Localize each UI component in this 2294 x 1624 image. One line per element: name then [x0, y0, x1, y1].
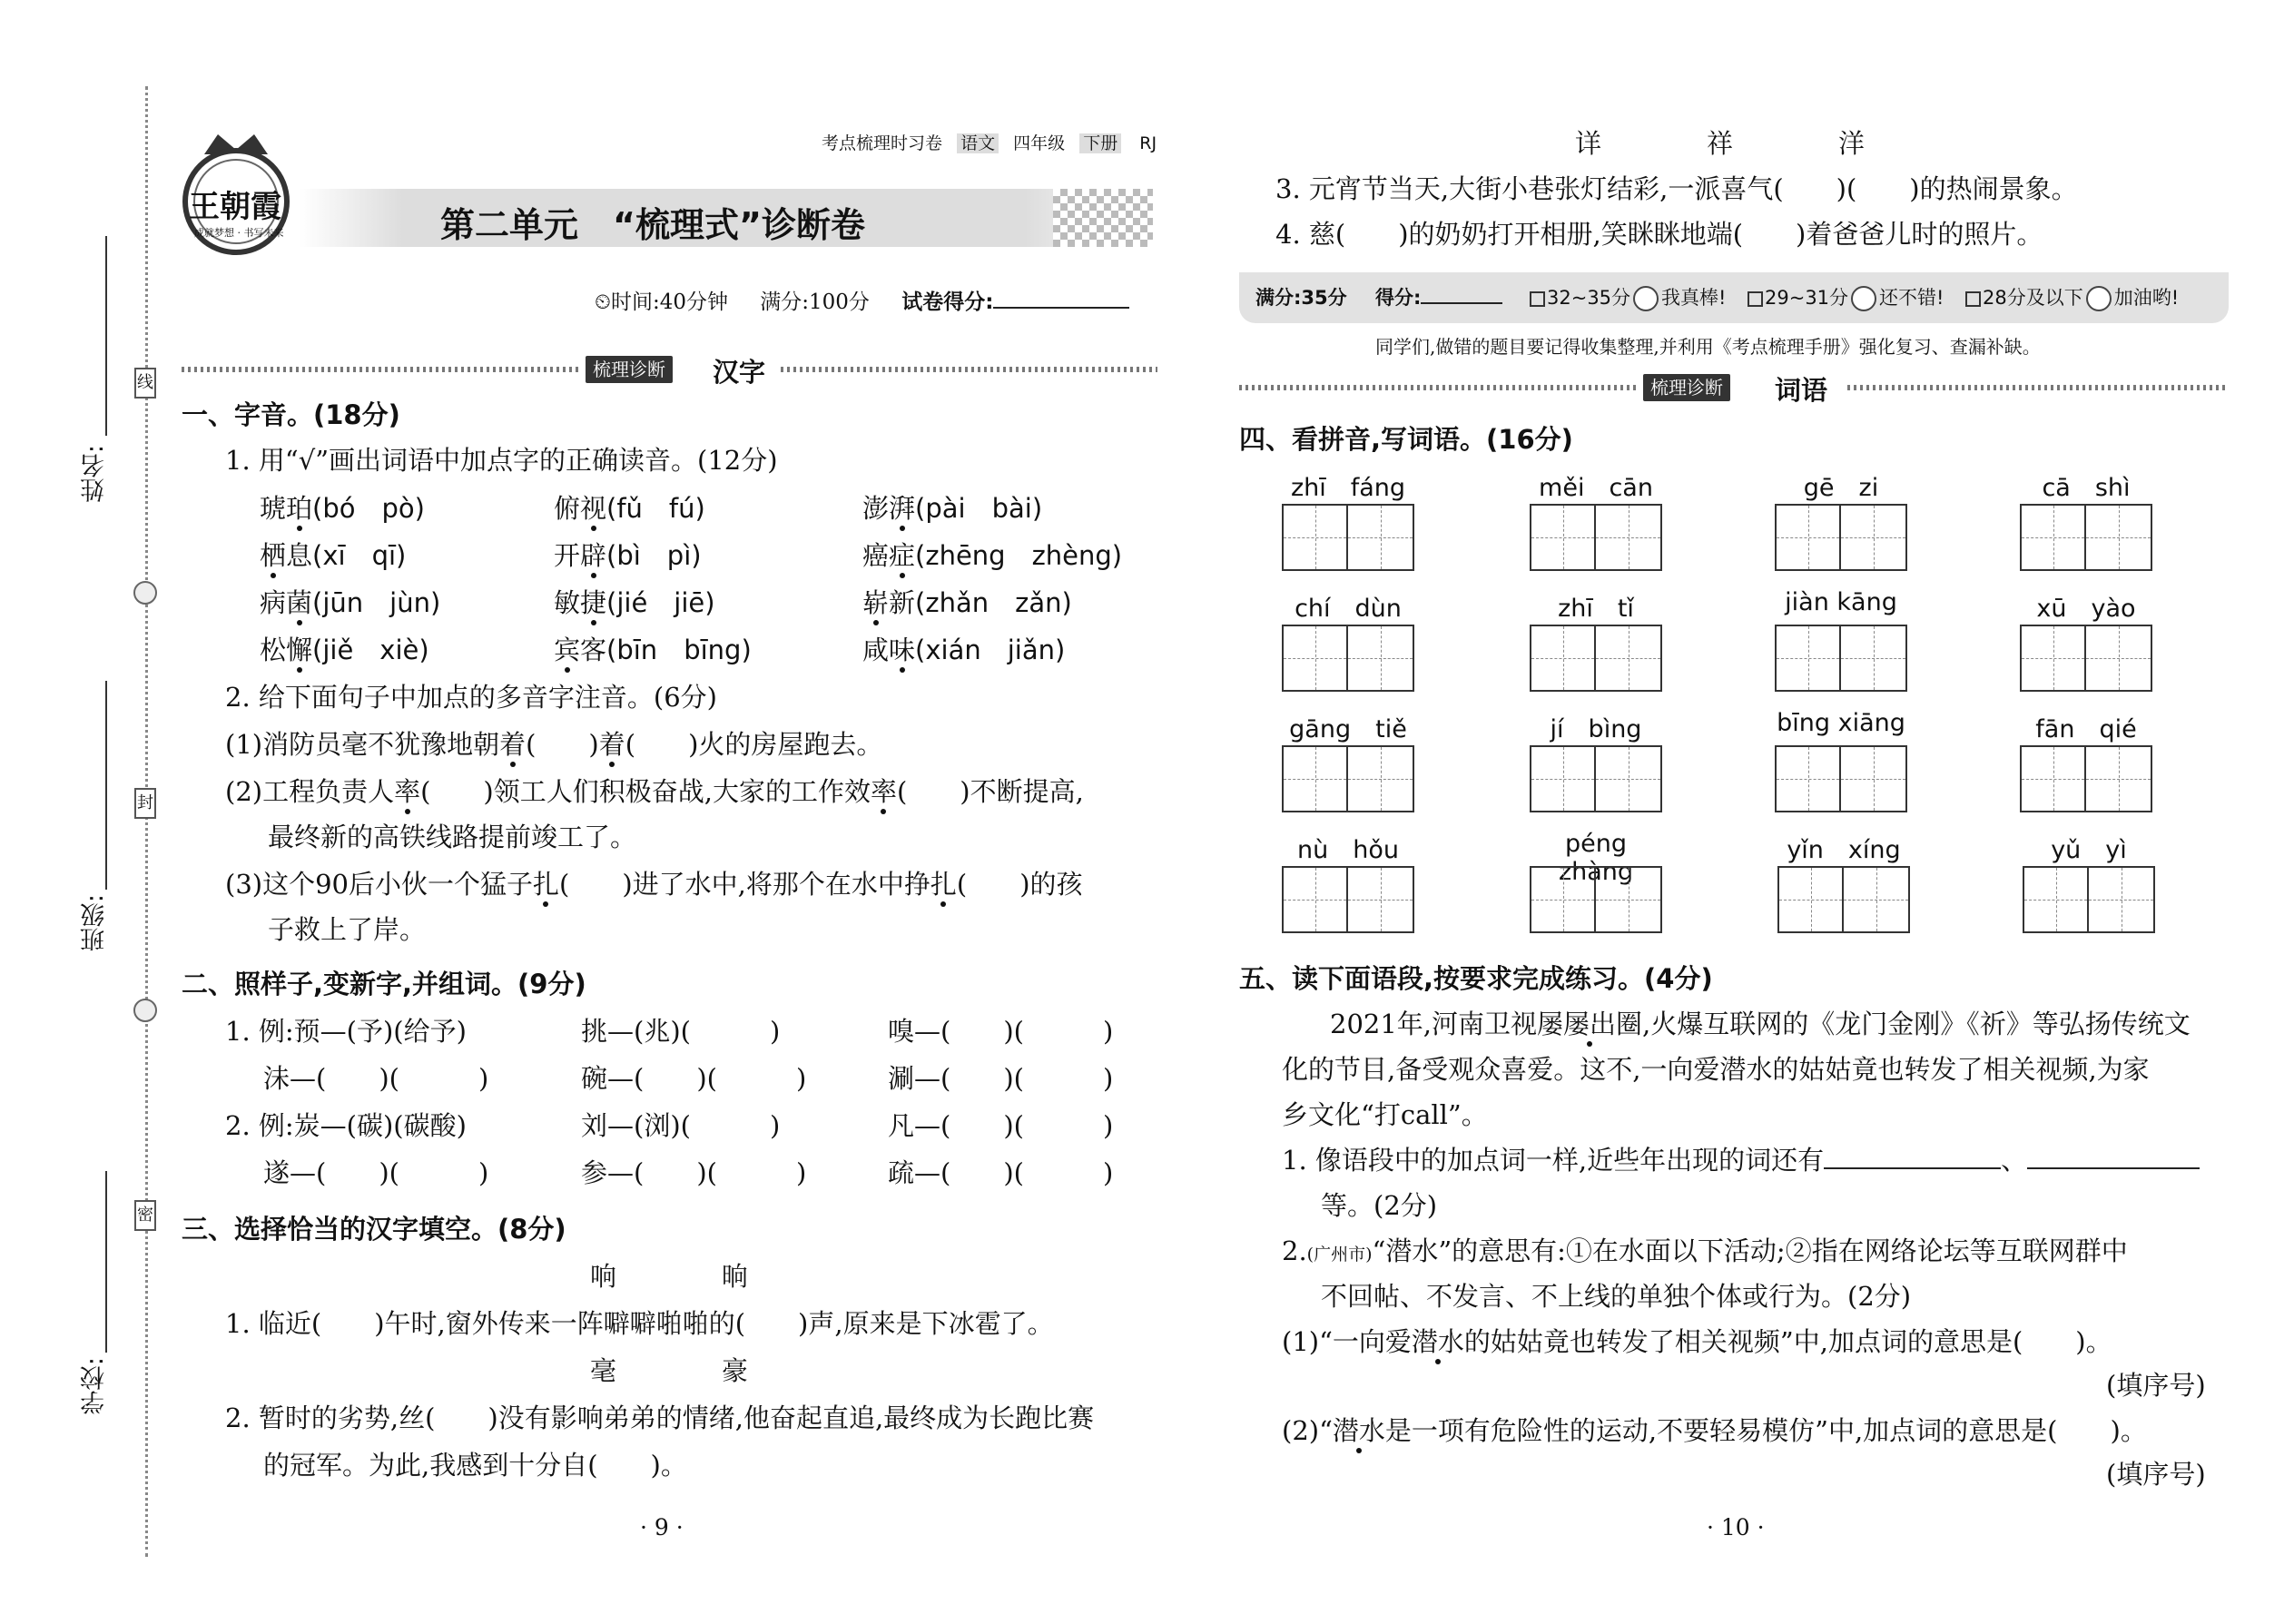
pinyin-label: yǐn xíng [1787, 836, 1901, 864]
smile-face-icon [1633, 286, 1659, 311]
dotted-rule [182, 367, 581, 372]
score-full: 满分:35分 [1255, 287, 1347, 309]
q5-1-cont: 等。(2分) [1321, 1190, 1438, 1221]
checkbox[interactable] [1965, 291, 1981, 307]
flower-ornament-icon [133, 999, 157, 1022]
pinyin-label: zhī fáng [1290, 474, 1406, 502]
school-label: 学校: [81, 1357, 109, 1415]
q5-heading: 五、读下面语段,按要求完成练习。(4分) [1239, 963, 1713, 994]
pinyin-label: gāng tiě [1289, 715, 1407, 743]
series-name: 考点梳理时习卷 [822, 133, 943, 153]
sentence-1[interactable]: (1)消防员毫不犹豫地朝着( )着( )火的房屋跑去。 [225, 726, 882, 763]
section-badge: 梳理诊断 [586, 356, 673, 383]
q2-item[interactable]: 沬—( )( ) [263, 1063, 489, 1094]
score-got-input[interactable] [1421, 302, 1502, 304]
grade: 四年级 [1013, 133, 1066, 153]
fill-number-note: (填序号) [2106, 1370, 2206, 1401]
q2-item[interactable]: 疏—( )( ) [888, 1157, 1114, 1188]
writing-grid[interactable] [1282, 504, 1414, 571]
pinyin-item[interactable]: 开辟(bì pì) [554, 537, 702, 574]
q3-options-2: 毫 豪 [590, 1355, 749, 1386]
answer-blank[interactable] [1824, 1142, 2001, 1169]
q2-item[interactable]: 刘—(浏)( ) [581, 1110, 781, 1141]
writing-grid[interactable] [1530, 625, 1662, 692]
pinyin-item[interactable]: 癌症(zhēng zhèng) [862, 537, 1122, 574]
sentence-3-cont: 子救上了岸。 [268, 914, 427, 945]
pinyin-item[interactable]: 琥珀(bó pò) [260, 490, 425, 527]
edition: RJ [1139, 133, 1157, 153]
cheer-face-icon [2086, 286, 2112, 311]
flower-ornament-icon [133, 581, 157, 605]
pinyin-label: bīng xiāng [1777, 709, 1905, 737]
passage-line-2: 化的节目,备受观众喜爱。这不,一向爱潜水的姑姑竟也转发了相关视频,为家 [1282, 1054, 2150, 1085]
pinyin-label: xū yào [2036, 595, 2136, 623]
score-label: 试卷得分: [901, 290, 994, 314]
writing-grid[interactable] [1775, 625, 1907, 692]
pinyin-item[interactable]: 病菌(jūn jùn) [260, 585, 440, 621]
brand-logo [172, 127, 300, 263]
q5-2-sub1[interactable]: (1)“一向爱潜水的姑姑竟也转发了相关视频”中,加点词的意思是( )。 [1282, 1324, 2112, 1360]
pinyin-label: zhī tǐ [1558, 595, 1634, 623]
tag-feng: 封 [134, 788, 156, 819]
q5-2-sub2[interactable]: (2)“潜水是一项有危险性的运动,不要轻易模仿”中,加点词的意思是( )。 [1282, 1412, 2147, 1449]
dotted-rule [781, 367, 1157, 372]
full-score: 满分:100分 [760, 290, 870, 314]
pinyin-label: gē zi [1803, 474, 1879, 502]
pinyin-item[interactable]: 敏捷(jié jiē) [554, 585, 715, 621]
q2-item[interactable]: 涮—( )( ) [888, 1063, 1114, 1094]
q2-item[interactable]: 2. 例:炭—(碳)(碳酸) [225, 1110, 467, 1141]
pinyin-item[interactable]: 俯视(fǔ fú) [554, 490, 705, 527]
pinyin-label: cā shì [2042, 474, 2131, 502]
clock-icon: ⏲ [595, 290, 611, 314]
subject: 语文 [957, 133, 999, 153]
name-fill-line [105, 236, 107, 436]
smile-face-icon [1851, 286, 1876, 311]
writing-grid[interactable] [1777, 866, 1910, 933]
pinyin-label: péng zhàng [1558, 830, 1634, 886]
brand-name: 王朝霞 [189, 189, 281, 225]
writing-grid[interactable] [1530, 745, 1662, 812]
review-tip: 同学们,做错的题目要记得收集整理,并利用《考点梳理手册》强化复习、查漏补缺。 [1375, 336, 2041, 358]
pinyin-label: jí bìng [1550, 715, 1642, 743]
writing-grid[interactable] [1530, 866, 1662, 933]
q3-heading: 三、选择恰当的汉字填空。(8分) [182, 1214, 566, 1245]
score-range-c: 28分及以下 [1983, 287, 2083, 309]
pinyin-item[interactable]: 栖息(xī qī) [260, 537, 406, 574]
q3-sentence-2[interactable]: 2. 暂时的劣势,丝( )没有影响弟弟的情绪,他奋起直追,最终成为长跑比赛 [225, 1403, 1095, 1433]
score-input[interactable] [993, 307, 1129, 309]
name-label: 姓名: [81, 445, 109, 503]
pinyin-item[interactable]: 崭新(zhǎn zǎn) [862, 585, 1072, 621]
pinyin-label: jiàn kāng [1785, 588, 1897, 616]
writing-grid[interactable] [1775, 504, 1907, 571]
score-comment-a: 我真棒! [1661, 287, 1727, 309]
q2-item[interactable]: 嗅—( )( ) [888, 1016, 1114, 1047]
q1-heading: 一、字音。(18分) [182, 399, 400, 430]
passage-line-3: 乡文化“打call”。 [1282, 1099, 1488, 1130]
q2-heading: 二、照样子,变新字,并组词。(9分) [182, 969, 586, 999]
page-number-left: · 9 · [640, 1514, 684, 1540]
brand-subtitle: 成就梦想 · 书写未来 [194, 227, 284, 239]
sentence-3[interactable]: (3)这个90后小伙一个猛子扎( )进了水中,将那个在水中挣扎( )的孩 [225, 866, 1083, 902]
q5-2: 2.(广州市)“潜水”的意思有:①在水面以下活动;②指在网络论坛等互联网群中 [1282, 1235, 2128, 1266]
score-range-b: 29~31分 [1765, 287, 1849, 309]
score-comment-c: 加油哟! [2113, 287, 2180, 309]
writing-grid[interactable] [1775, 745, 1907, 812]
section-badge: 梳理诊断 [1643, 374, 1730, 401]
q3-options-1: 响 晌 [590, 1261, 749, 1292]
dotted-rule [1847, 385, 2229, 390]
q1-2-instruction: 2. 给下面句子中加点的多音字注音。(6分) [225, 682, 717, 713]
section-title: 汉字 [713, 357, 766, 388]
tag-xian: 线 [134, 368, 156, 399]
writing-grid[interactable] [2020, 745, 2152, 812]
q4-heading: 四、看拼音,写词语。(16分) [1239, 424, 1573, 455]
pinyin-label: chí dùn [1295, 595, 1402, 623]
q3-sentence-1[interactable]: 1. 临近( )午时,窗外传来一阵噼噼啪啪的( )声,原来是下冰雹了。 [225, 1308, 1054, 1339]
q2-item[interactable]: 凡—( )( ) [888, 1110, 1114, 1141]
school-fill-line [105, 1171, 107, 1353]
q3-options-3: 详 祥 洋 [1575, 128, 1866, 159]
page-title: 第二单元 “梳理式”诊断卷 [440, 205, 865, 245]
self-score-bar [1239, 272, 2229, 323]
q5-2-cont: 不回帖、不发言、不上线的单独个体或行为。(2分) [1321, 1281, 1912, 1312]
pinyin-label: fān qié [2035, 715, 2137, 743]
q2-item[interactable]: 参—( )( ) [581, 1157, 807, 1188]
q3-sentence-3[interactable]: 3. 元宵节当天,大街小巷张灯结彩,一派喜气( )( )的热闹景象。 [1275, 173, 2078, 204]
tag-mi: 密 [134, 1200, 156, 1231]
q5-1[interactable]: 1. 像语段中的加点词一样,近些年出现的词还有 、 [1282, 1142, 2200, 1178]
writing-grid[interactable] [1282, 745, 1414, 812]
writing-grid[interactable] [1282, 866, 1414, 933]
page-number-right: · 10 · [1707, 1514, 1765, 1540]
section-header-ciyu [1239, 374, 2229, 406]
passage-line-1: 2021年,河南卫视屡屡出圈,火爆互联网的《龙门金刚》《祈》等弘扬传统文 [1330, 1006, 2191, 1042]
exam-info [595, 285, 1129, 315]
section-header-hanzi [182, 356, 1157, 388]
pinyin-label: nù hǒu [1297, 836, 1399, 864]
score-got-label: 得分: [1375, 287, 1422, 309]
pinyin-label: yǔ yì [2051, 836, 2127, 864]
score-range-a: 32~35分 [1547, 287, 1631, 309]
class-fill-line [105, 681, 107, 890]
sentence-2-cont: 最终新的高铁线路提前竣工了。 [268, 822, 637, 852]
q3-sentence-2-cont[interactable]: 的冠军。为此,我感到十分自( )。 [263, 1450, 687, 1481]
q2-item[interactable]: 挑—(兆)( ) [581, 1016, 781, 1047]
class-label: 班级: [81, 894, 109, 952]
writing-grid[interactable] [1282, 625, 1414, 692]
q3-sentence-4[interactable]: 4. 慈( )的奶奶打开相册,笑眯眯地端( )着爸爸儿时的照片。 [1275, 219, 2043, 250]
pinyin-label: měi cān [1539, 474, 1653, 502]
region-tag: (广州市) [1306, 1245, 1373, 1265]
q2-item[interactable]: 遂—( )( ) [263, 1157, 489, 1188]
pinyin-item[interactable]: 松懈(jiě xiè) [260, 632, 429, 668]
score-comment-b: 还不错! [1879, 287, 1944, 309]
q2-item[interactable]: 碗—( )( ) [581, 1063, 807, 1094]
writing-grid[interactable] [2020, 504, 2152, 571]
sentence-2[interactable]: (2)工程负责人率( )领工人们积极奋战,大家的工作效率( )不断提高, [225, 773, 1084, 810]
writing-grid[interactable] [1530, 504, 1662, 571]
pinyin-item[interactable]: 澎湃(pài bài) [862, 490, 1042, 527]
section-title: 词语 [1775, 375, 1828, 406]
banner-checker-decoration [1053, 189, 1153, 247]
writing-grid[interactable] [2020, 625, 2152, 692]
q2-item[interactable]: 1. 例:预—(予)(给予) [225, 1016, 467, 1047]
checkbox[interactable] [1530, 291, 1545, 307]
fill-number-note: (填序号) [2106, 1459, 2206, 1490]
writing-grid[interactable] [2023, 866, 2155, 933]
checkbox[interactable] [1748, 291, 1763, 307]
answer-blank[interactable] [2027, 1142, 2200, 1169]
pinyin-item[interactable]: 宾客(bīn bīng) [554, 632, 752, 668]
header-meta [822, 130, 1157, 154]
binding-stitch-line [145, 86, 148, 1557]
time-limit: 时间:40分钟 [610, 290, 728, 314]
pinyin-item[interactable]: 咸味(xián jiǎn) [862, 632, 1065, 668]
dotted-rule [1239, 385, 1639, 390]
volume: 下册 [1079, 133, 1121, 153]
q1-1-instruction: 1. 用“√”画出词语中加点字的正确读音。(12分) [225, 445, 778, 476]
